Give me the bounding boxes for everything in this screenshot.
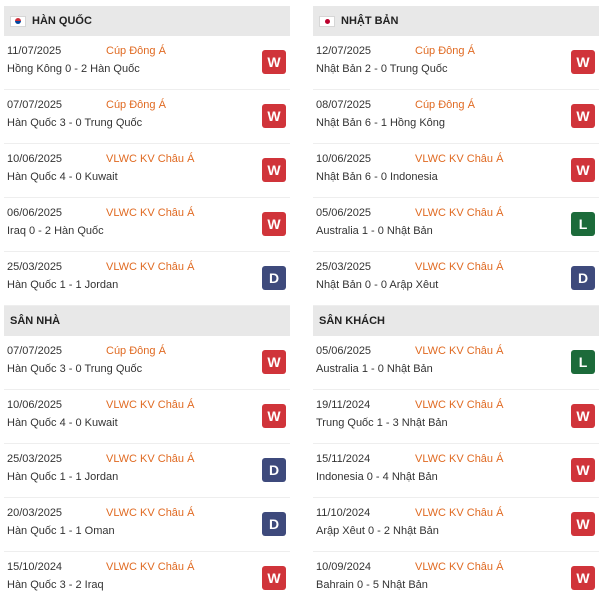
result-badge: W: [262, 350, 286, 374]
match-date: 19/11/2024: [316, 399, 371, 411]
competition-link[interactable]: VLWC KV Châu Á: [106, 561, 195, 573]
match-date: 25/03/2025: [316, 261, 372, 273]
right-column: [313, 6, 599, 599]
match-row[interactable]: [4, 36, 290, 90]
result-badge: L: [571, 212, 595, 236]
match-score: Hàn Quốc 3 - 0 Trung Quốc: [7, 363, 143, 375]
match-date: 08/07/2025: [316, 99, 372, 111]
match-date: 06/06/2025: [7, 207, 63, 219]
match-row[interactable]: [4, 444, 290, 498]
match-row[interactable]: [313, 252, 599, 306]
match-date: 10/06/2025: [7, 153, 63, 165]
match-date: 07/07/2025: [7, 345, 63, 357]
match-date: 15/11/2024: [316, 453, 371, 465]
match-date: 10/06/2025: [316, 153, 372, 165]
home-match-list: [4, 336, 290, 599]
match-row[interactable]: [313, 498, 599, 552]
match-date: 11/07/2025: [7, 45, 62, 57]
match-score: Hàn Quốc 3 - 0 Trung Quốc: [7, 117, 143, 129]
result-badge: W: [571, 566, 595, 590]
competition-link[interactable]: Cúp Đông Á: [106, 99, 166, 111]
home-title: SÂN NHÀ: [10, 315, 61, 327]
match-score: Bahrain 0 - 5 Nhật Bản: [316, 579, 428, 591]
competition-link[interactable]: Cúp Đông Á: [106, 345, 166, 357]
result-badge: D: [262, 458, 286, 482]
match-date: 11/10/2024: [316, 507, 371, 519]
match-score: Nhật Bản 6 - 1 Hồng Kông: [316, 117, 446, 129]
korea-header: [4, 6, 290, 36]
match-row[interactable]: [313, 198, 599, 252]
match-score: Arập Xêut 0 - 2 Nhật Bản: [316, 525, 439, 537]
home-header: [4, 306, 290, 336]
match-score: Nhật Bản 6 - 0 Indonesia: [316, 171, 438, 183]
japan-flag-icon: [319, 16, 335, 27]
result-badge: W: [262, 566, 286, 590]
match-score: Australia 1 - 0 Nhật Bản: [316, 363, 433, 375]
competition-link[interactable]: VLWC KV Châu Á: [415, 261, 504, 273]
match-date: 10/06/2025: [7, 399, 63, 411]
match-score: Iraq 0 - 2 Hàn Quốc: [7, 225, 104, 237]
japan-match-list: [313, 36, 599, 306]
result-badge: W: [262, 158, 286, 182]
match-date: 07/07/2025: [7, 99, 63, 111]
match-date: 10/09/2024: [316, 561, 372, 573]
match-score: Indonesia 0 - 4 Nhật Bản: [316, 471, 438, 483]
match-date: 25/03/2025: [7, 453, 63, 465]
match-row[interactable]: [4, 552, 290, 599]
away-header: [313, 306, 599, 336]
competition-link[interactable]: VLWC KV Châu Á: [106, 507, 195, 519]
match-row[interactable]: [4, 144, 290, 198]
match-row[interactable]: [313, 390, 599, 444]
match-score: Hàn Quốc 1 - 1 Jordan: [7, 471, 119, 483]
competition-link[interactable]: Cúp Đông Á: [415, 45, 475, 57]
result-badge: W: [262, 212, 286, 236]
match-date: 25/03/2025: [7, 261, 63, 273]
match-row[interactable]: [4, 498, 290, 552]
result-badge: L: [571, 350, 595, 374]
match-score: Hàn Quốc 1 - 1 Jordan: [7, 279, 119, 291]
result-badge: D: [262, 512, 286, 536]
result-badge: W: [571, 404, 595, 428]
korea-title: HÀN QUỐC: [32, 15, 92, 27]
competition-link[interactable]: VLWC KV Châu Á: [415, 453, 504, 465]
competition-link[interactable]: VLWC KV Châu Á: [106, 399, 195, 411]
left-column: [4, 6, 290, 599]
result-badge: W: [571, 512, 595, 536]
match-score: Australia 1 - 0 Nhật Bản: [316, 225, 433, 237]
match-row[interactable]: [313, 444, 599, 498]
match-row[interactable]: [4, 390, 290, 444]
match-row[interactable]: [313, 36, 599, 90]
match-date: 05/06/2025: [316, 345, 372, 357]
result-badge: D: [262, 266, 286, 290]
japan-title: NHẬT BẢN: [341, 15, 399, 27]
match-score: Nhật Bản 0 - 0 Arập Xêut: [316, 279, 439, 291]
result-badge: W: [262, 404, 286, 428]
match-score: Nhật Bản 2 - 0 Trung Quốc: [316, 63, 448, 75]
result-badge: W: [262, 104, 286, 128]
competition-link[interactable]: VLWC KV Châu Á: [106, 453, 195, 465]
competition-link[interactable]: VLWC KV Châu Á: [106, 207, 195, 219]
match-score: Trung Quốc 1 - 3 Nhật Bản: [316, 417, 448, 429]
result-badge: W: [262, 50, 286, 74]
away-title: SÂN KHÁCH: [319, 315, 385, 327]
match-score: Hồng Kông 0 - 2 Hàn Quốc: [7, 63, 140, 75]
competition-link[interactable]: VLWC KV Châu Á: [415, 399, 504, 411]
away-match-list: [313, 336, 599, 599]
japan-header: [313, 6, 599, 36]
match-row[interactable]: [313, 336, 599, 390]
result-badge: W: [571, 50, 595, 74]
match-row[interactable]: [313, 144, 599, 198]
result-badge: W: [571, 158, 595, 182]
result-badge: D: [571, 266, 595, 290]
match-date: 15/10/2024: [7, 561, 63, 573]
competition-link[interactable]: VLWC KV Châu Á: [415, 507, 504, 519]
match-row[interactable]: [313, 90, 599, 144]
competition-link[interactable]: VLWC KV Châu Á: [106, 261, 195, 273]
match-row[interactable]: [4, 336, 290, 390]
korea-match-list: [4, 36, 290, 306]
competition-link[interactable]: VLWC KV Châu Á: [415, 345, 504, 357]
competition-link[interactable]: VLWC KV Châu Á: [415, 207, 504, 219]
competition-link[interactable]: VLWC KV Châu Á: [415, 153, 504, 165]
match-score: Hàn Quốc 4 - 0 Kuwait: [7, 417, 118, 429]
match-row[interactable]: [4, 90, 290, 144]
competition-link[interactable]: Cúp Đông Á: [415, 99, 475, 111]
match-row[interactable]: [4, 198, 290, 252]
match-date: 12/07/2025: [316, 45, 372, 57]
match-date: 05/06/2025: [316, 207, 372, 219]
result-badge: W: [571, 104, 595, 128]
competition-link[interactable]: VLWC KV Châu Á: [106, 153, 195, 165]
match-score: Hàn Quốc 4 - 0 Kuwait: [7, 171, 118, 183]
competition-link[interactable]: Cúp Đông Á: [106, 45, 166, 57]
south-korea-flag-icon: [10, 16, 26, 27]
match-score: Hàn Quốc 3 - 2 Iraq: [7, 579, 104, 591]
result-badge: W: [571, 458, 595, 482]
match-row[interactable]: [4, 252, 290, 306]
match-row[interactable]: [313, 552, 599, 599]
match-date: 20/03/2025: [7, 507, 63, 519]
match-score: Hàn Quốc 1 - 1 Oman: [7, 525, 115, 537]
competition-link[interactable]: VLWC KV Châu Á: [415, 561, 504, 573]
